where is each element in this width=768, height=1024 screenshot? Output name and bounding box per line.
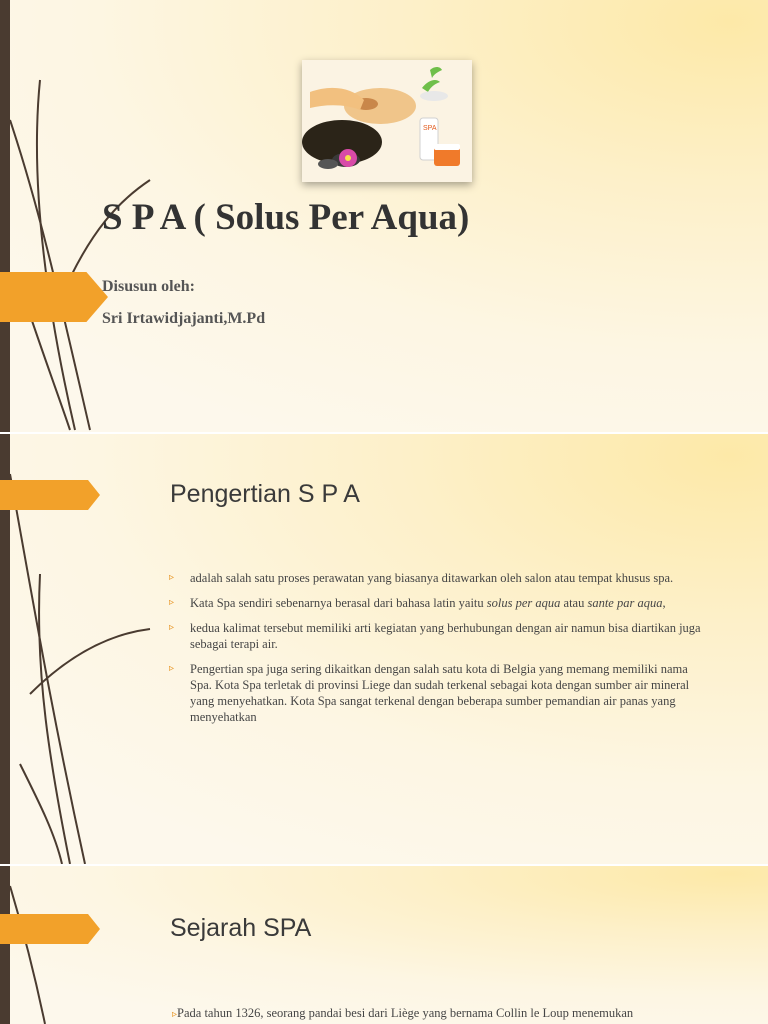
- left-sidebar-bar: [0, 866, 10, 1024]
- definition-list: [166, 570, 711, 734]
- bullet-text: adalah salah satu proses perawatan yang biasanya ditawarkan oleh salon atau tempat khusus spa.: [190, 571, 674, 585]
- definition-slide: [0, 434, 768, 864]
- section-title: Pengertian S P A: [170, 480, 360, 508]
- orange-bullet-icon: ▹: [169, 663, 175, 674]
- bullet-text-prefix: Kata Spa sendiri sebenarnya berasal dari bahasa latin yaitu: [190, 596, 487, 610]
- orange-bullet-icon: ▹: [169, 597, 175, 608]
- latin-term-sante: sante par aqua: [587, 596, 663, 610]
- orange-bullet-icon: ▹: [172, 1009, 178, 1020]
- accent-tab: [0, 272, 108, 322]
- spa-illustration: [302, 60, 472, 182]
- list-item: [166, 595, 711, 611]
- bullet-text-suffix: ,: [662, 596, 666, 610]
- branch-decoration: [0, 866, 768, 1024]
- history-lead-text: [172, 1006, 732, 1021]
- lead-text: Pada tahun 1326, seorang pandai besi dari Liège yang bernama Collin le Loup menemukan: [177, 1006, 634, 1020]
- title-slide: [0, 0, 768, 432]
- accent-tab: [0, 480, 100, 510]
- history-slide: [0, 866, 768, 1024]
- latin-term-solus: solus per aqua: [486, 596, 561, 610]
- spa-massage-illustration-icon: [302, 60, 472, 182]
- author-label: Disusun oleh:: [102, 278, 195, 295]
- bullet-text: kedua kalimat tersebut memiliki arti kegiatan yang berhubungan dengan air namun bisa diartikan juga sebagai terapi air.: [190, 621, 701, 651]
- section-title: Sejarah SPA: [170, 914, 312, 942]
- bullet-text: Pengertian spa juga sering dikaitkan dengan salah satu kota di Belgia yang memang memiliki nama Spa. Kota Spa terletak di provinsi Liege dan sudah terkenal sebagai kota dengan sumber air mineral yang menyehatkan. Kota Spa sangat terkenal dengan beberapa sumber pemandian air panas yang menyehatkan: [190, 662, 690, 724]
- presentation-title: S P A ( Solus Per Aqua): [102, 197, 470, 238]
- orange-bullet-icon: ▹: [169, 622, 175, 633]
- author-name: Sri Irtawidjajanti,M.Pd: [102, 310, 266, 327]
- accent-tab: [0, 914, 100, 944]
- list-item: [166, 620, 711, 652]
- list-item: [166, 570, 711, 586]
- orange-bullet-icon: ▹: [169, 572, 175, 583]
- left-sidebar-bar: [0, 0, 10, 432]
- bullet-text-connector: atau: [560, 596, 588, 610]
- list-item: [166, 661, 711, 725]
- product-label: SPA: [423, 125, 437, 132]
